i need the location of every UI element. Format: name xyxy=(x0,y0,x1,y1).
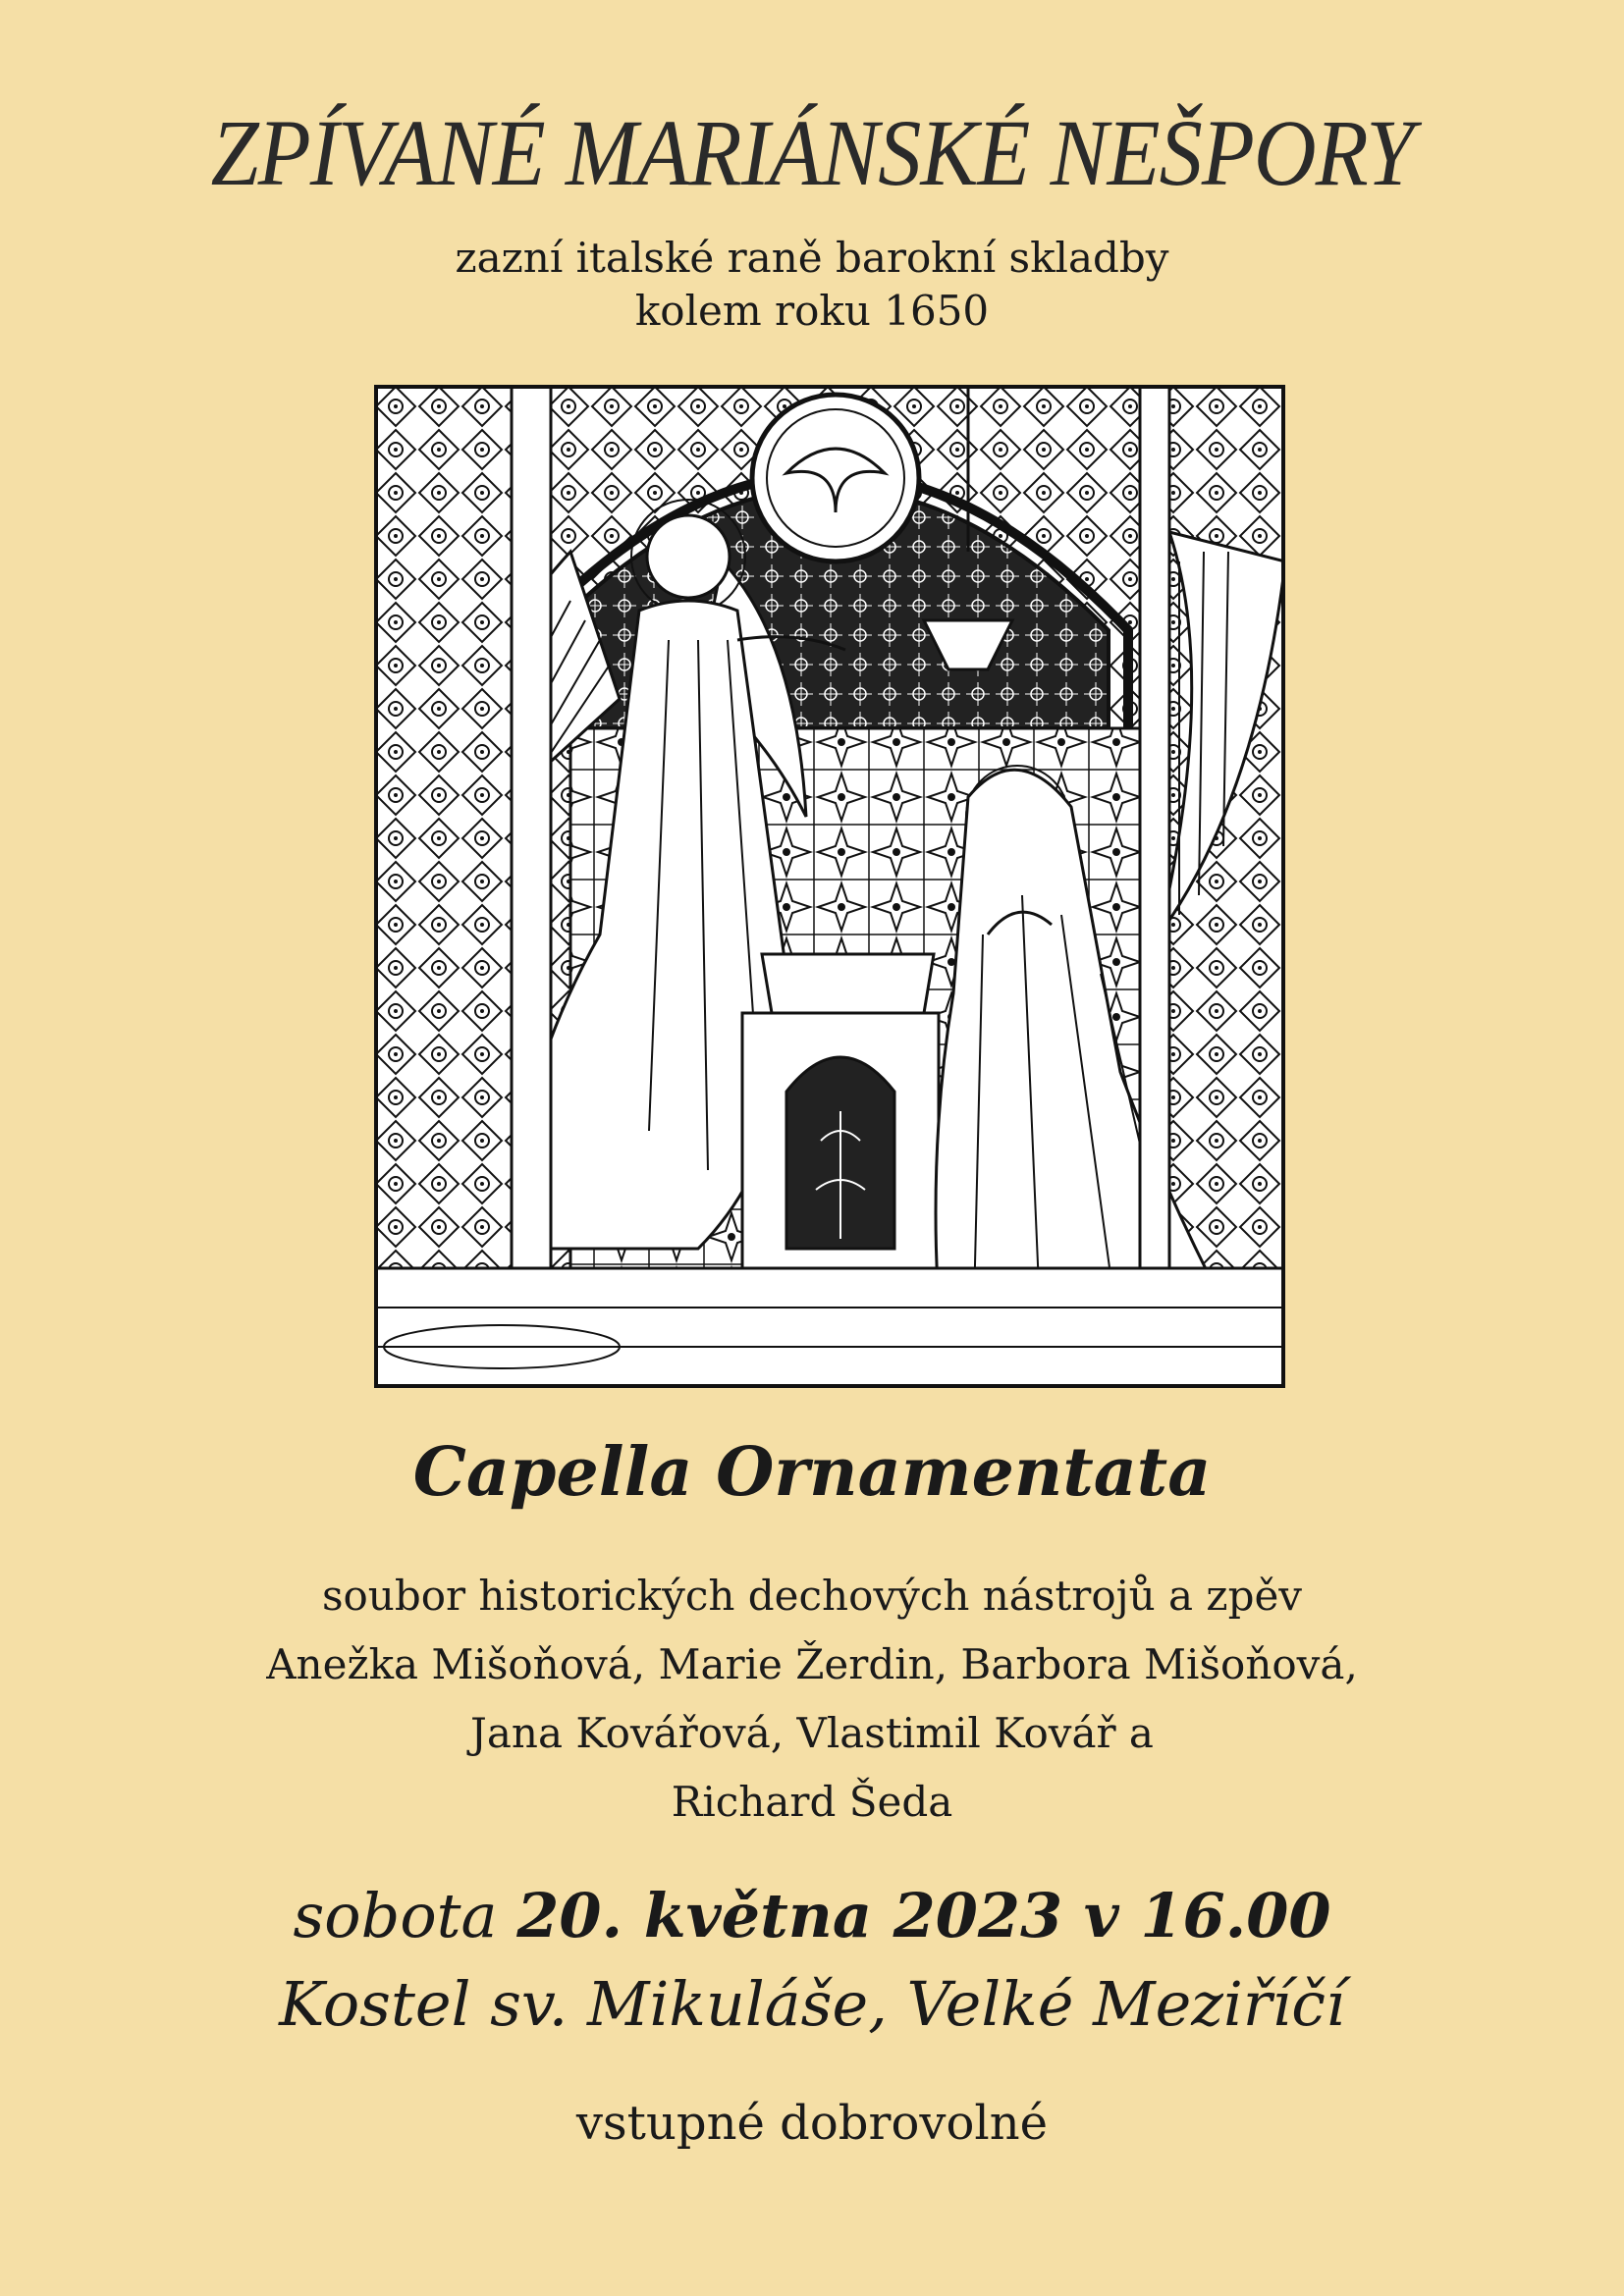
description-line: soubor historických dechových nástrojů a zpěv xyxy=(321,1572,1303,1620)
ensemble-name: Capella Ornamentata xyxy=(412,1433,1212,1512)
event-venue: Kostel sv. Mikuláše, Velké Meziříčí xyxy=(279,1968,1345,2040)
poster-title: ZPÍVANÉ MARIÁNSKÉ NEŠPORY xyxy=(210,100,1414,205)
event-date xyxy=(0,1880,1624,1951)
subtitle-line-2: kolem roku 1650 xyxy=(634,287,990,335)
description-line: Anežka Mišoňová, Marie Žerdin, Barbora Mišoňová, xyxy=(266,1640,1358,1688)
date-weekday: sobota xyxy=(293,1880,498,1951)
description-line: Richard Šeda xyxy=(671,1778,953,1826)
date-time: 20. května 2023 v 16.00 xyxy=(516,1880,1331,1951)
subtitle-line-1: zazní italské raně barokní skladby xyxy=(455,234,1169,282)
admission-note: vstupné dobrovolné xyxy=(575,2096,1049,2151)
description-line: Jana Kovářová, Vlastimil Kovář a xyxy=(470,1709,1154,1757)
annunciation-illustration xyxy=(374,385,1285,1388)
